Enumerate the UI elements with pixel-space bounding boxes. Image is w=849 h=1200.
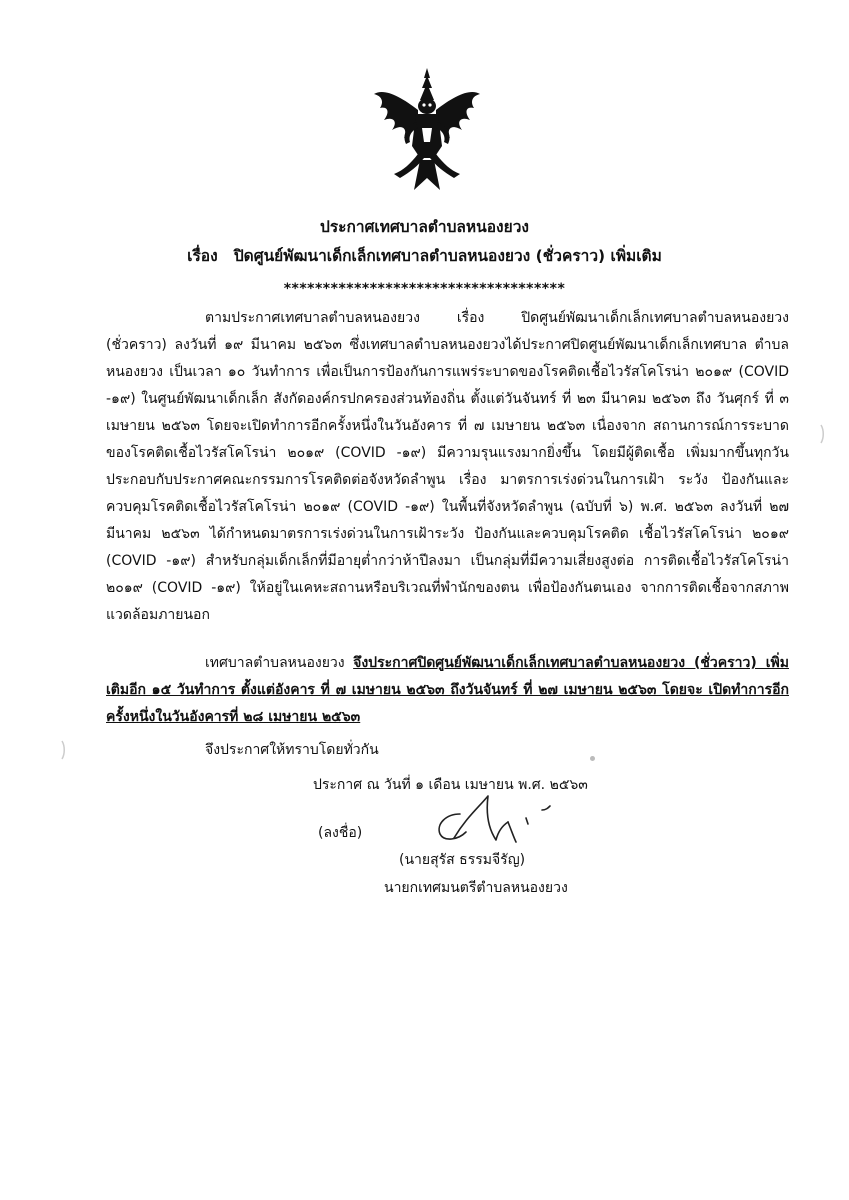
margin-mark (58, 740, 68, 760)
paragraph-1-text: ตามประกาศเทศบาลตำบลหนองยวง เรื่อง ปิดศูนย์พัฒนาเด็กเล็กเทศบาลตำบลหนองยวง (ชั่วคราว) ลงวันที่ ๑๙ มีนาคม ๒๕๖๓ ซึ่งเทศบาลตำบลหนองยวงได้ประกาศปิดศูนย์พัฒนาเด็กเล็กเทศบาล ตำบลหนองยวง เป็นเวลา ๑๐ วันทำการ เพื่อเป็นการป้องกันการแพร่ระบาดของโรคติดเชื้อไวรัสโคโรน่า ๒๐๑๙ (COVID -๑๙) ในศูนย์พัฒนาเด็กเล็ก สังกัดองค์กรปกครองส่วนท้องถิ่น ตั้งแต่วันจันทร์ ที่ ๒๓ มีนาคม ๒๕๖๓ ถึง วันศุกร์ ที่ ๓ เมษายน ๒๕๖๓ โดยจะเปิดทำการอีกครั้งหนึ่งในวันอังคาร ที่ ๗ เมษายน ๒๕๖๓ เนื่องจาก สถานการณ์การระบาดของโรคติดเชื้อไวรัสโคโรน่า ๒๐๑๙ (COVID -๑๙) มีความรุนแรงมากยิ่งขึ้น โดยมีผู้ติดเชื้อ เพิ่มมากขึ้นทุกวัน ประกอบกับประกาศคณะกรรมการโรคติดต่อจังหวัดลำพูน เรื่อง มาตรการเร่งด่วนในการเฝ้า ระวัง ป้องกันและควบคุมโรคติดเชื้อไวรัสโคโรน่า ๒๐๑๙ (COVID -๑๙) ในพื้นที่จังหวัดลำพูน (ฉบับที่ ๖) พ.ศ. ๒๕๖๓ ลงวันที่ ๒๗ มีนาคม ๒๕๖๓ ได้กำหนดมาตรการเร่งด่วนในการเฝ้าระวัง ป้องกันและควบคุมโรคติด เชื้อไวรัสโคโรน่า ๒๐๑๙ (COVID -๑๙) สำหรับกลุ่มเด็กเล็กที่มีอายุต่ำกว่าห้าปีลงมา เป็นกลุ่มที่มีความเสี่ยงสูงต่อ การติดเชื้อไวรัสโคโรน่า ๒๐๑๙ (COVID -๑๙) ให้อยู่ในเคหะสถานหรือบริเวณที่พำนักของตน เพื่อป้องกันตนเอง จากการติดเชื้อจากสภาพแวดล้อมภายนอก (106, 310, 789, 623)
document-title: ประกาศเทศบาลตำบลหนองยวง (320, 218, 529, 236)
body-paragraph-1 (106, 305, 789, 629)
announcement-date: ประกาศ ณ วันที่ ๑ เดือน เมษายน พ.ศ. ๒๕๖๓ (313, 777, 588, 793)
body-paragraph-2 (106, 650, 789, 731)
paragraph-2-text (106, 650, 789, 731)
paragraph-2-emphasis: จึงประกาศปิดศูนย์พัฒนาเด็กเล็กเทศบาลตำบลหนองยวง (ชั่วคราว) เพิ่มเติมอีก ๑๕ วันทำการ ตั้งแต่อังคาร ที่ ๗ เมษายน ๒๕๖๓ ถึงวันจันทร์ ที่ ๒๗ เมษายน ๒๕๖๓ โดยจะ เปิดทำการอีกครั้งหนึ่งในวันอังคารที่ ๒๘ เมษายน ๒๕๖๓ (106, 655, 789, 725)
handwritten-signature-icon (432, 788, 560, 850)
closing-notice: จึงประกาศให้ทราบโดยทั่วกัน (205, 742, 379, 758)
margin-mark (818, 424, 828, 444)
signer-position: นายกเทศมนตรีตำบลหนองยวง (384, 880, 568, 896)
signer-name: (นายสุรัส ธรรมจีรัญ) (399, 852, 526, 868)
paragraph-2-lead: เทศบาลตำบลหนองยวง (205, 655, 354, 671)
title-divider: ************************************ (283, 281, 566, 297)
scan-speck (590, 756, 595, 761)
signed-label: (ลงชื่อ) (318, 825, 363, 841)
garuda-emblem-icon (370, 66, 484, 194)
document-subject: เรื่อง ปิดศูนย์พัฒนาเด็กเล็กเทศบาลตำบลหนองยวง (ชั่วคราว) เพิ่มเติม (187, 247, 662, 265)
